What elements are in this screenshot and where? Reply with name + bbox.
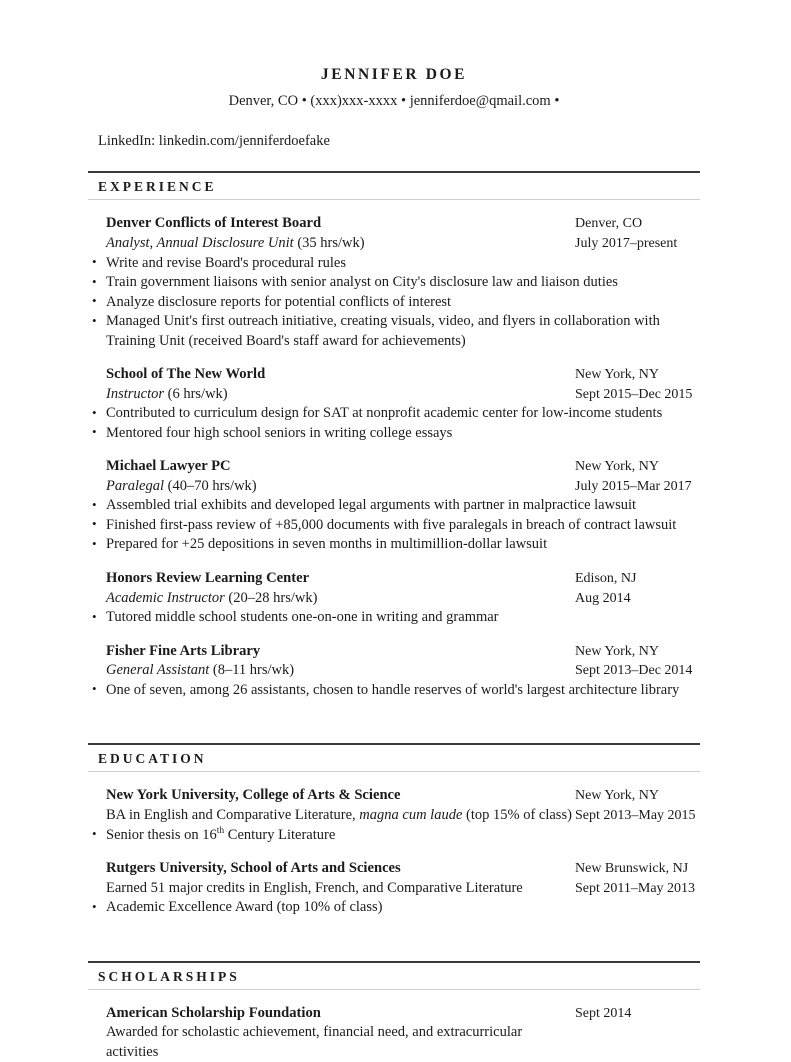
bullet-item: • Analyze disclosure reports for potential conflicts of interest [88,293,706,313]
entry-header-row [88,786,700,806]
entry-role-cell [88,589,575,608]
bullet-item: • One of seven, among 26 assistants, chosen to handle reserves of world's largest architecture library [88,681,706,701]
section-spacer [88,700,700,722]
entry-header-row [88,859,700,879]
entry-degree-cell: Earned 51 major credits in English, French, and Comparative Literature [106,879,523,896]
entry-dates: July 2017–present [575,235,678,251]
candidate-name: JENNIFER DOE [320,66,468,83]
experience-entry [88,457,700,555]
resume-content [88,0,700,1062]
experience-entry [88,365,700,443]
entry-bullet-list [88,826,700,846]
entry-detail-row [88,806,700,826]
entry-location: New York, NY [575,643,660,659]
entry-bullet-list [88,898,700,918]
entry-header-row [88,365,700,385]
entry-organization: Denver Conflicts of Interest Board [106,215,322,232]
entry-location: New York, NY [575,367,660,383]
entry-role-row [88,234,700,254]
section-title-education: EDUCATION [98,751,207,767]
entry-location: Denver, CO [575,216,643,232]
experience-entry [88,214,700,351]
resume-header [88,66,700,150]
entry-bullet-list [88,681,700,701]
entry-role-row [88,477,700,497]
bullet-item: • Assembled trial exhibits and developed legal arguments with partner in malpractice lawsuit [88,496,706,516]
entry-org-cell [88,786,575,805]
section-rule-bottom [88,771,700,772]
linkedin-line: LinkedIn: linkedin.com/jenniferdoefake [98,133,330,150]
entry-role-hours: (35 hrs/wk) [293,234,365,251]
entry-role-hours: (8–11 hrs/wk) [209,662,295,679]
bullet-item: • Academic Excellence Award (top 10% of class) [88,898,706,918]
entry-org-cell [88,642,575,661]
entry-role-cell [88,661,575,680]
entry-header-row [88,457,700,477]
entry-role-title: Analyst, Annual Disclosure Unit [106,234,294,251]
degree-text-pre: BA in English and Comparative Literature, [106,807,360,823]
entry-location: New Brunswick, NJ [575,861,689,877]
entry-location: New York, NY [575,788,660,804]
entry-role-hours: (6 hrs/wk) [164,385,228,402]
entry-degree-cell [88,806,575,825]
entry-location: New York, NY [575,459,660,475]
entry-org-cell [88,457,575,476]
entry-role-cell [88,234,575,253]
entry-bullet-list [88,496,700,555]
ordinal-suffix: th [216,825,225,836]
entry-organization: New York University, College of Arts & Science [106,787,401,804]
entry-role-title: Instructor [106,385,164,402]
entry-detail-row [88,879,700,899]
entry-role-cell [88,385,575,404]
bullet-item: • Prepared for +25 depositions in seven months in multimillion-dollar lawsuit [88,535,706,555]
degree-text-post: (top 15% of class) [462,807,572,823]
entry-role-title: Paralegal [106,477,164,494]
entry-org-cell [88,1004,575,1023]
entry-org-cell [88,365,575,384]
section-rule-bottom [88,989,700,990]
section-rule-bottom [88,199,700,200]
degree-honors: magna cum laude [359,807,463,823]
experience-entry [88,642,700,701]
bullet-item: • Finished first-pass review of +85,000 documents with five paralegals in breach of contract lawsuit [88,516,706,536]
section-scholarships [88,961,700,1062]
entry-organization: Michael Lawyer PC [106,458,231,475]
entry-dates: Sept 2015–Dec 2015 [575,386,693,402]
bullet-text-pre: Senior thesis on 16 [106,826,217,843]
entry-header-row [88,1004,700,1024]
entry-role-hours: (20–28 hrs/wk) [224,589,318,606]
entry-organization: School of The New World [106,366,266,383]
entry-role-row [88,661,700,681]
entry-header-row [88,214,700,234]
education-entry [88,859,700,918]
entry-role-row [88,589,700,609]
entry-bullet-list [88,404,700,443]
entry-organization: Rutgers University, School of Arts and Sciences [106,860,401,877]
entry-header-row [88,569,700,589]
section-spacer [88,918,700,940]
entry-bullet-list [88,254,700,352]
entry-dates: Sept 2011–May 2013 [575,880,696,896]
scholarship-entry [88,1004,700,1062]
entry-bullet-list [88,608,700,628]
entry-organization: Fisher Fine Arts Library [106,642,261,659]
entry-detail-row [88,1023,700,1062]
bullet-item: • Contributed to curriculum design for SAT at nonprofit academic center for low-income students [88,404,706,424]
entry-role-title: General Assistant [106,662,210,679]
education-entry [88,786,700,845]
bullet-item: • Write and revise Board's procedural rules [88,254,706,274]
section-title-experience: EXPERIENCE [98,179,217,195]
bullet-item: • Tutored middle school students one-on-one in writing and grammar [88,608,706,628]
entry-org-cell [88,859,575,878]
entry-org-cell [88,214,575,233]
entry-organization: American Scholarship Foundation [106,1004,321,1021]
section-experience [88,171,700,700]
entry-role-hours: (40–70 hrs/wk) [164,477,257,494]
entry-role-cell [88,477,575,496]
bullet-item: • Managed Unit's first outreach initiative, creating visuals, video, and flyers in collaboration with Training Unit (received Board's staff award for achievements) [88,312,706,351]
entry-header-row [88,642,700,662]
bullet-item [88,826,706,846]
entry-dates: Aug 2014 [575,590,631,606]
section-title-scholarships: SCHOLARSHIPS [98,968,240,984]
bullet-item: • Mentored four high school seniors in writing college essays [88,424,706,444]
entry-location: Edison, NJ [575,570,637,586]
bullet-item: • Train government liaisons with senior analyst on City's disclosure law and liaison duties [88,273,706,293]
entry-dates: July 2015–Mar 2017 [575,478,692,494]
entry-dates: Sept 2013–May 2015 [575,808,696,823]
bullet-text-post: Century Literature [224,826,336,843]
entry-dates: Sept 2014 [575,1005,632,1021]
contact-line: Denver, CO • (xxx)xxx-xxxx • jenniferdoe@qmail.com • [228,93,560,110]
entry-role-title: Academic Instructor [106,589,225,606]
entry-organization: Honors Review Learning Center [106,569,310,586]
entry-org-cell [88,569,575,588]
entry-dates: Sept 2013–Dec 2014 [575,663,693,679]
section-education [88,743,700,917]
experience-entry [88,569,700,628]
entry-role-row [88,385,700,405]
scholarship-description: Awarded for scholastic achievement, financial need, and extracurricular activities [106,1024,523,1060]
